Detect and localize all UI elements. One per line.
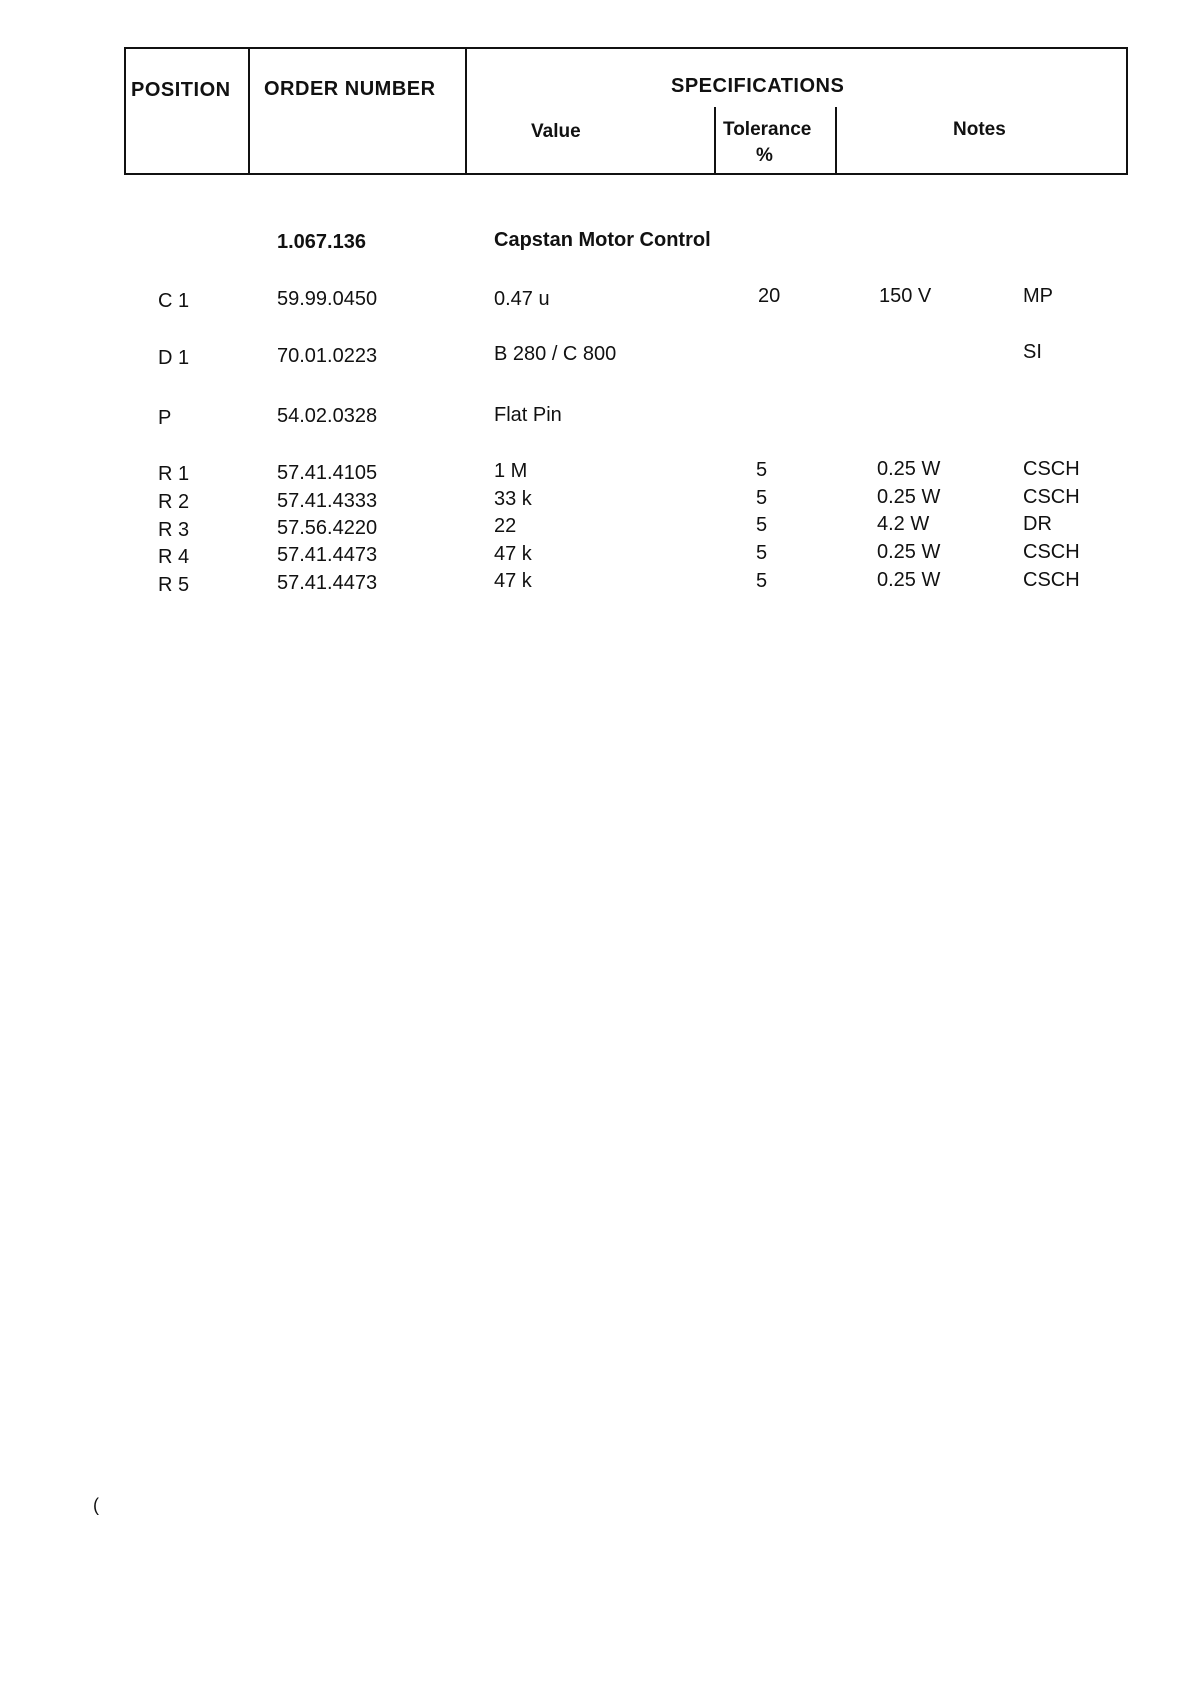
- tolerance-header: Tolerance: [723, 119, 812, 140]
- row-tolerance: 5: [756, 514, 768, 536]
- row-position: R 5: [158, 574, 190, 596]
- row-order-number: 57.41.4105: [277, 462, 378, 484]
- row-tolerance: 5: [756, 542, 768, 564]
- row-type: CSCH: [1023, 486, 1080, 508]
- position-header: POSITION: [131, 79, 231, 101]
- row-rating: 0.25 W: [877, 486, 941, 508]
- row-tolerance: 20: [758, 285, 781, 307]
- row-value: Flat Pin: [494, 404, 562, 426]
- row-type: CSCH: [1023, 458, 1080, 480]
- header-divider: [465, 49, 467, 173]
- row-type: DR: [1023, 513, 1052, 535]
- specifications-header: SPECIFICATIONS: [671, 75, 845, 97]
- tolerance-unit-header: %: [756, 145, 773, 166]
- header-divider: [714, 107, 716, 173]
- row-order-number: 57.41.4473: [277, 572, 378, 594]
- row-tolerance: 5: [756, 459, 768, 481]
- row-value: 47 k: [494, 543, 532, 565]
- row-order-number: 57.56.4220: [277, 517, 378, 539]
- row-position: R 2: [158, 491, 190, 513]
- row-tolerance: 5: [756, 570, 768, 592]
- row-rating: 4.2 W: [877, 513, 930, 535]
- row-rating: 150 V: [879, 285, 932, 307]
- row-rating: 0.25 W: [877, 569, 941, 591]
- header-divider: [248, 49, 250, 173]
- row-tolerance: 5: [756, 487, 768, 509]
- value-header: Value: [531, 121, 581, 142]
- order-number-header: ORDER NUMBER: [264, 78, 436, 100]
- row-type: CSCH: [1023, 541, 1080, 563]
- row-value: 33 k: [494, 488, 532, 510]
- row-type: CSCH: [1023, 569, 1080, 591]
- row-order-number: 59.99.0450: [277, 288, 378, 310]
- row-order-number: 54.02.0328: [277, 405, 378, 427]
- row-position: C 1: [158, 290, 190, 312]
- row-order-number: 57.41.4473: [277, 544, 378, 566]
- row-value: 1 M: [494, 460, 528, 482]
- row-position: R 3: [158, 519, 190, 541]
- header-divider: [835, 107, 837, 173]
- row-value: 47 k: [494, 570, 532, 592]
- row-position: P: [158, 407, 172, 429]
- row-rating: 0.25 W: [877, 541, 941, 563]
- row-order-number: 70.01.0223: [277, 345, 378, 367]
- row-position: D 1: [158, 347, 190, 369]
- row-value: 22: [494, 515, 517, 537]
- group-order-number: 1.067.136: [277, 231, 366, 253]
- row-value: 0.47 u: [494, 288, 550, 310]
- row-position: R 1: [158, 463, 190, 485]
- row-rating: 0.25 W: [877, 458, 941, 480]
- row-order-number: 57.41.4333: [277, 490, 378, 512]
- margin-mark: (: [93, 1495, 99, 1515]
- row-type: SI: [1023, 341, 1042, 363]
- group-title: Capstan Motor Control: [494, 229, 711, 251]
- row-position: R 4: [158, 546, 190, 568]
- notes-header: Notes: [953, 119, 1006, 140]
- row-value: B 280 / C 800: [494, 343, 617, 365]
- row-type: MP: [1023, 285, 1053, 307]
- parts-list-header: [124, 47, 1128, 175]
